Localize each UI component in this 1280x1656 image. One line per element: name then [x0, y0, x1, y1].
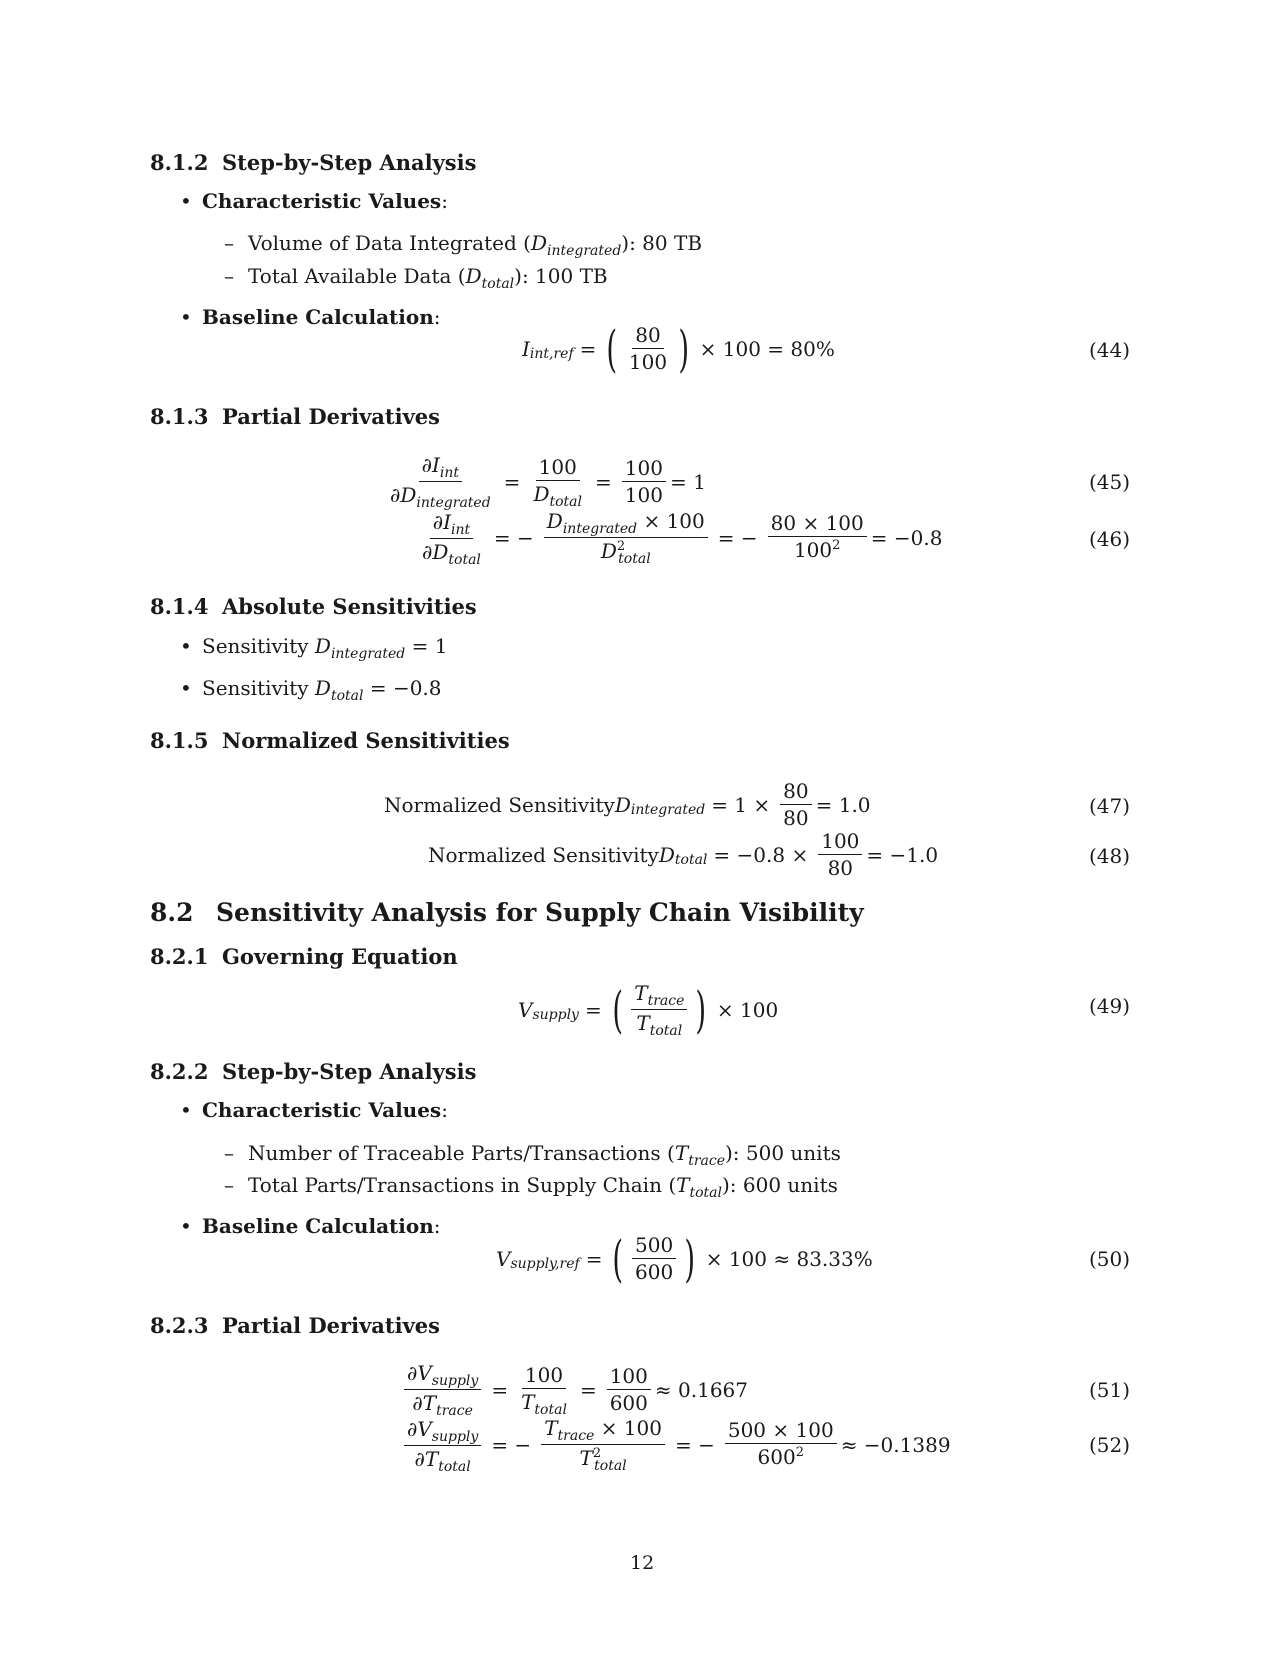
list-item-data-total: – Total Available Data $(D_{total})$: 100 TB — [224, 264, 608, 292]
equation-44: I int,ref = ( $\frac{80}{100}$ ) × 100 = 80% — [522, 319, 835, 378]
list-item-data-integrated: – Volume of Data Integrated $(D_{integrated})$: 80 TB — [224, 231, 703, 259]
bullet-baseline-calculation: • Baseline Calculation: — [180, 305, 441, 329]
bullet-characteristic-values-2: • Characteristic Values: — [180, 1098, 448, 1122]
subsection-heading-8-2-1: 8.2.1 Governing Equation — [150, 944, 458, 969]
equation-46: $\frac{\partial I_{int}}{\partial D_{total}}$ = − $\frac{D_{integrated} \times 100}{D^2_{total}}$ = − $\frac{80 \times 100}{100^2}$ = −0.8 — [422, 509, 943, 568]
equation-number-49: (49) — [1088, 994, 1130, 1018]
bullet-baseline-calculation-2: • Baseline Calculation: — [180, 1214, 441, 1238]
bullet-characteristic-values: • Characteristic Values: — [180, 189, 448, 213]
equation-number-52: (52) — [1088, 1433, 1130, 1457]
equation-50: V supply,ref = ( $\frac{500}{600}$ ) × 100 ≈ 83.33% — [496, 1229, 873, 1288]
page-number: 12 — [630, 1552, 655, 1574]
subsection-heading-8-1-2: 8.1.2 Step-by-Step Analysis — [150, 150, 477, 175]
equation-49: V supply = ( $\frac{T_{trace}}{T_{total}}$ ) × 100 — [518, 980, 779, 1039]
equation-number-51: (51) — [1088, 1378, 1130, 1402]
bullet-sensitivity-total: • Sensitivity $D_{total} = -0.8$ — [180, 676, 442, 704]
equation-45: $\frac{\partial I_{int}}{\partial D_{integrated}}$ = $\frac{100}{D_{total}}$ = $\frac{100}{100}$ = 1 — [390, 453, 706, 511]
equation-52: $\frac{\partial V_{supply}}{\partial T_{total}}$ = − $\frac{T_{trace} \times 100}{T^2_{total}}$ = − $\frac{500 \times 100}{600^2}$ ≈ −0.1389 — [400, 1415, 951, 1475]
equation-number-47: (47) — [1088, 794, 1130, 818]
equation-number-50: (50) — [1088, 1247, 1130, 1271]
equation-47: Normalized Sensitivity D integrated = 1 × $\frac{80}{80}$ = 1.0 — [384, 779, 871, 830]
equation-51: $\frac{\partial V_{supply}}{\partial T_{trace}}$ = $\frac{100}{T_{total}}$ = $\frac{100}{600}$ ≈ 0.1667 — [400, 1360, 748, 1419]
subsection-heading-8-1-3: 8.1.3 Partial Derivatives — [150, 404, 440, 429]
subsection-heading-8-1-5: 8.1.5 Normalized Sensitivities — [150, 728, 510, 753]
subsection-heading-8-2-3: 8.2.3 Partial Derivatives — [150, 1313, 440, 1338]
equation-number-44: (44) — [1088, 338, 1130, 362]
section-heading-8-2: 8.2 Sensitivity Analysis for Supply Chain Visibility — [150, 898, 864, 927]
equation-number-48: (48) — [1088, 844, 1130, 868]
subsection-heading-8-1-4: 8.1.4 Absolute Sensitivities — [150, 594, 477, 619]
equation-number-46: (46) — [1088, 527, 1130, 551]
bullet-sensitivity-integrated: • Sensitivity $D_{integrated} = 1$ — [180, 634, 448, 662]
list-item-total-parts: – Total Parts/Transactions in Supply Chain $(T_{total})$: 600 units — [224, 1173, 838, 1201]
subsection-heading-8-2-2: 8.2.2 Step-by-Step Analysis — [150, 1059, 477, 1084]
equation-number-45: (45) — [1088, 470, 1130, 494]
equation-48: Normalized Sensitivity D total = −0.8 × $\frac{100}{80}$ = −1.0 — [428, 829, 939, 880]
list-item-traceable-parts: – Number of Traceable Parts/Transactions $(T_{trace})$: 500 units — [224, 1141, 841, 1169]
